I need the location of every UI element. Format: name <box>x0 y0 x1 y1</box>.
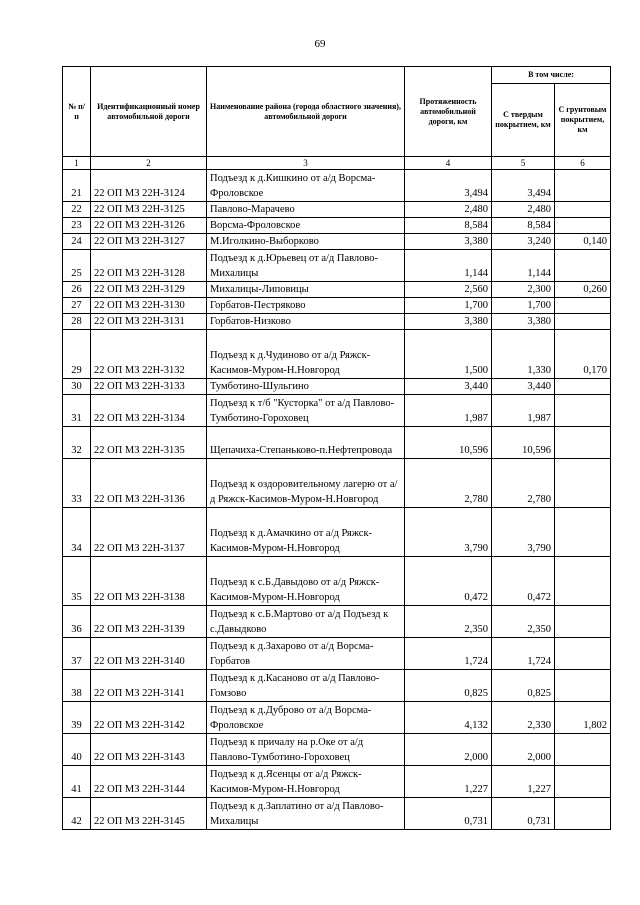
road-length: 3,790 <box>405 508 492 557</box>
road-id: 22 ОП МЗ 22Н-3128 <box>91 250 207 282</box>
road-name: Горбатов-Пестряково <box>207 298 405 314</box>
dirt-surface-length: 0,140 <box>555 234 611 250</box>
hard-surface-length: 3,790 <box>492 508 555 557</box>
table-row <box>63 638 611 670</box>
header-row-number: № п/п <box>63 67 91 157</box>
row-number: 29 <box>63 330 91 379</box>
road-name: Подъезд к т/б "Кусторка" от а/д Павлово-Тумботино-Гороховец <box>207 395 405 427</box>
road-name: Подъезд к оздоровительному лагерю от а/д Ряжск-Касимов-Муром-Н.Новгород <box>207 459 405 508</box>
road-id: 22 ОП МЗ 22Н-3125 <box>91 202 207 218</box>
road-id: 22 ОП МЗ 22Н-3127 <box>91 234 207 250</box>
road-length: 0,472 <box>405 557 492 606</box>
road-name: Тумботино-Шульгино <box>207 379 405 395</box>
hard-surface-length: 1,700 <box>492 298 555 314</box>
column-number: 6 <box>555 157 611 170</box>
dirt-surface-length: 1,802 <box>555 702 611 734</box>
hard-surface-length: 2,000 <box>492 734 555 766</box>
road-id: 22 ОП МЗ 22Н-3140 <box>91 638 207 670</box>
road-id: 22 ОП МЗ 22Н-3141 <box>91 670 207 702</box>
road-length: 2,560 <box>405 282 492 298</box>
row-number: 39 <box>63 702 91 734</box>
row-number: 33 <box>63 459 91 508</box>
road-length: 3,380 <box>405 314 492 330</box>
road-id: 22 ОП МЗ 22Н-3134 <box>91 395 207 427</box>
table-row <box>63 427 611 459</box>
roads-table <box>62 66 611 830</box>
road-length: 2,000 <box>405 734 492 766</box>
dirt-surface-length <box>555 379 611 395</box>
page-number: 69 <box>314 38 326 50</box>
row-number: 30 <box>63 379 91 395</box>
road-name: Подъезд к д.Касаново от а/д Павлово-Гомзово <box>207 670 405 702</box>
table-row <box>63 766 611 798</box>
road-id: 22 ОП МЗ 22Н-3143 <box>91 734 207 766</box>
road-name: Подъезд к д.Заплатино от а/д Павлово-Михалицы <box>207 798 405 830</box>
row-number: 27 <box>63 298 91 314</box>
road-length: 0,825 <box>405 670 492 702</box>
row-number: 34 <box>63 508 91 557</box>
road-name: Подъезд к с.Б.Давыдово от а/д Ряжск-Касимов-Муром-Н.Новгород <box>207 557 405 606</box>
row-number: 31 <box>63 395 91 427</box>
row-number: 42 <box>63 798 91 830</box>
header-hard-surface: С твердым покрытием, км <box>492 84 555 157</box>
table-row <box>63 202 611 218</box>
table-row <box>63 282 611 298</box>
road-name: Подъезд к д.Дуброво от а/д Ворсма-Фроловское <box>207 702 405 734</box>
hard-surface-length: 2,480 <box>492 202 555 218</box>
dirt-surface-length <box>555 170 611 202</box>
hard-surface-length: 3,494 <box>492 170 555 202</box>
table-row <box>63 557 611 606</box>
road-name: Подъезд к причалу на р.Оке от а/д Павлово-Тумботино-Гороховец <box>207 734 405 766</box>
dirt-surface-length <box>555 670 611 702</box>
column-number: 4 <box>405 157 492 170</box>
road-name: Подъезд к д.Ясенцы от а/д Ряжск-Касимов-Муром-Н.Новгород <box>207 766 405 798</box>
road-name: Горбатов-Низково <box>207 314 405 330</box>
hard-surface-length: 0,472 <box>492 557 555 606</box>
header-length: Протяженность автомобильной дороги, км <box>405 67 492 157</box>
road-name: Ворсма-Фроловское <box>207 218 405 234</box>
road-id: 22 ОП МЗ 22Н-3138 <box>91 557 207 606</box>
hard-surface-length: 10,596 <box>492 427 555 459</box>
row-number: 22 <box>63 202 91 218</box>
hard-surface-length: 1,144 <box>492 250 555 282</box>
row-number: 37 <box>63 638 91 670</box>
road-length: 1,987 <box>405 395 492 427</box>
table-row <box>63 508 611 557</box>
column-number: 5 <box>492 157 555 170</box>
road-length: 3,440 <box>405 379 492 395</box>
hard-surface-length: 0,731 <box>492 798 555 830</box>
hard-surface-length: 1,227 <box>492 766 555 798</box>
road-name: М.Иголкино-Выборково <box>207 234 405 250</box>
table-row <box>63 798 611 830</box>
hard-surface-length: 8,584 <box>492 218 555 234</box>
road-length: 3,380 <box>405 234 492 250</box>
dirt-surface-length <box>555 314 611 330</box>
road-length: 1,144 <box>405 250 492 282</box>
road-length: 2,780 <box>405 459 492 508</box>
road-id: 22 ОП МЗ 22Н-3124 <box>91 170 207 202</box>
hard-surface-length: 1,987 <box>492 395 555 427</box>
header-road-id: Идентификационный номер автомобильной дороги <box>91 67 207 157</box>
dirt-surface-length <box>555 395 611 427</box>
road-id: 22 ОП МЗ 22Н-3132 <box>91 330 207 379</box>
dirt-surface-length <box>555 218 611 234</box>
dirt-surface-length <box>555 298 611 314</box>
road-name: Подъезд к д.Чудиново от а/д Ряжск-Касимов-Муром-Н.Новгород <box>207 330 405 379</box>
column-number: 2 <box>91 157 207 170</box>
road-id: 22 ОП МЗ 22Н-3144 <box>91 766 207 798</box>
road-name: Павлово-Марачево <box>207 202 405 218</box>
road-length: 1,500 <box>405 330 492 379</box>
table-row <box>63 670 611 702</box>
table-row <box>63 314 611 330</box>
table-row <box>63 459 611 508</box>
road-length: 1,227 <box>405 766 492 798</box>
table-row <box>63 702 611 734</box>
table-row <box>63 330 611 379</box>
road-id: 22 ОП МЗ 22Н-3131 <box>91 314 207 330</box>
dirt-surface-length <box>555 508 611 557</box>
dirt-surface-length: 0,170 <box>555 330 611 379</box>
table-row <box>63 395 611 427</box>
column-number: 1 <box>63 157 91 170</box>
road-id: 22 ОП МЗ 22Н-3135 <box>91 427 207 459</box>
table-row <box>63 379 611 395</box>
row-number: 32 <box>63 427 91 459</box>
dirt-surface-length <box>555 766 611 798</box>
road-length: 3,494 <box>405 170 492 202</box>
road-id: 22 ОП МЗ 22Н-3139 <box>91 606 207 638</box>
row-number: 40 <box>63 734 91 766</box>
road-id: 22 ОП МЗ 22Н-3133 <box>91 379 207 395</box>
header-road-name: Наименование района (города областного значения), автомобильной дороги <box>207 67 405 157</box>
table-body <box>63 170 611 830</box>
road-id: 22 ОП МЗ 22Н-3142 <box>91 702 207 734</box>
dirt-surface-length: 0,260 <box>555 282 611 298</box>
dirt-surface-length <box>555 734 611 766</box>
road-length: 10,596 <box>405 427 492 459</box>
table-row <box>63 298 611 314</box>
column-number: 3 <box>207 157 405 170</box>
header-group-including: В том числе: <box>492 67 611 84</box>
dirt-surface-length <box>555 638 611 670</box>
road-length: 8,584 <box>405 218 492 234</box>
road-length: 2,350 <box>405 606 492 638</box>
road-id: 22 ОП МЗ 22Н-3145 <box>91 798 207 830</box>
road-length: 4,132 <box>405 702 492 734</box>
road-name: Подъезд к д.Кишкино от а/д Ворсма-Фроловское <box>207 170 405 202</box>
road-id: 22 ОП МЗ 22Н-3126 <box>91 218 207 234</box>
row-number: 35 <box>63 557 91 606</box>
row-number: 24 <box>63 234 91 250</box>
hard-surface-length: 3,440 <box>492 379 555 395</box>
row-number: 25 <box>63 250 91 282</box>
table-row <box>63 606 611 638</box>
row-number: 41 <box>63 766 91 798</box>
hard-surface-length: 3,240 <box>492 234 555 250</box>
road-name: Подъезд к д.Амачкино от а/д Ряжск-Касимов-Муром-Н.Новгород <box>207 508 405 557</box>
road-length: 1,700 <box>405 298 492 314</box>
row-number: 36 <box>63 606 91 638</box>
dirt-surface-length <box>555 606 611 638</box>
dirt-surface-length <box>555 250 611 282</box>
road-length: 2,480 <box>405 202 492 218</box>
road-id: 22 ОП МЗ 22Н-3137 <box>91 508 207 557</box>
row-number: 38 <box>63 670 91 702</box>
table-row <box>63 250 611 282</box>
column-number-row <box>63 157 611 170</box>
road-name: Щепачиха-Степаньково-п.Нефтепровода <box>207 427 405 459</box>
road-id: 22 ОП МЗ 22Н-3130 <box>91 298 207 314</box>
row-number: 23 <box>63 218 91 234</box>
dirt-surface-length <box>555 557 611 606</box>
row-number: 28 <box>63 314 91 330</box>
dirt-surface-length <box>555 798 611 830</box>
row-number: 21 <box>63 170 91 202</box>
table-row <box>63 734 611 766</box>
hard-surface-length: 2,780 <box>492 459 555 508</box>
table-row <box>63 234 611 250</box>
table-header <box>63 67 611 170</box>
row-number: 26 <box>63 282 91 298</box>
dirt-surface-length <box>555 459 611 508</box>
hard-surface-length: 1,724 <box>492 638 555 670</box>
road-name: Подъезд к с.Б.Мартово от а/д Подъезд к с.Давыдково <box>207 606 405 638</box>
dirt-surface-length <box>555 427 611 459</box>
road-name: Подъезд к д.Захарово от а/д Ворсма-Горбатов <box>207 638 405 670</box>
hard-surface-length: 2,300 <box>492 282 555 298</box>
road-id: 22 ОП МЗ 22Н-3129 <box>91 282 207 298</box>
road-id: 22 ОП МЗ 22Н-3136 <box>91 459 207 508</box>
hard-surface-length: 1,330 <box>492 330 555 379</box>
road-name: Подъезд к д.Юрьевец от а/д Павлово-Михалицы <box>207 250 405 282</box>
header-dirt-surface: С грунтовым покрытием, км <box>555 84 611 157</box>
road-name: Михалицы-Липовицы <box>207 282 405 298</box>
table-row <box>63 170 611 202</box>
hard-surface-length: 3,380 <box>492 314 555 330</box>
road-length: 1,724 <box>405 638 492 670</box>
table-row <box>63 218 611 234</box>
road-length: 0,731 <box>405 798 492 830</box>
hard-surface-length: 0,825 <box>492 670 555 702</box>
hard-surface-length: 2,330 <box>492 702 555 734</box>
dirt-surface-length <box>555 202 611 218</box>
hard-surface-length: 2,350 <box>492 606 555 638</box>
